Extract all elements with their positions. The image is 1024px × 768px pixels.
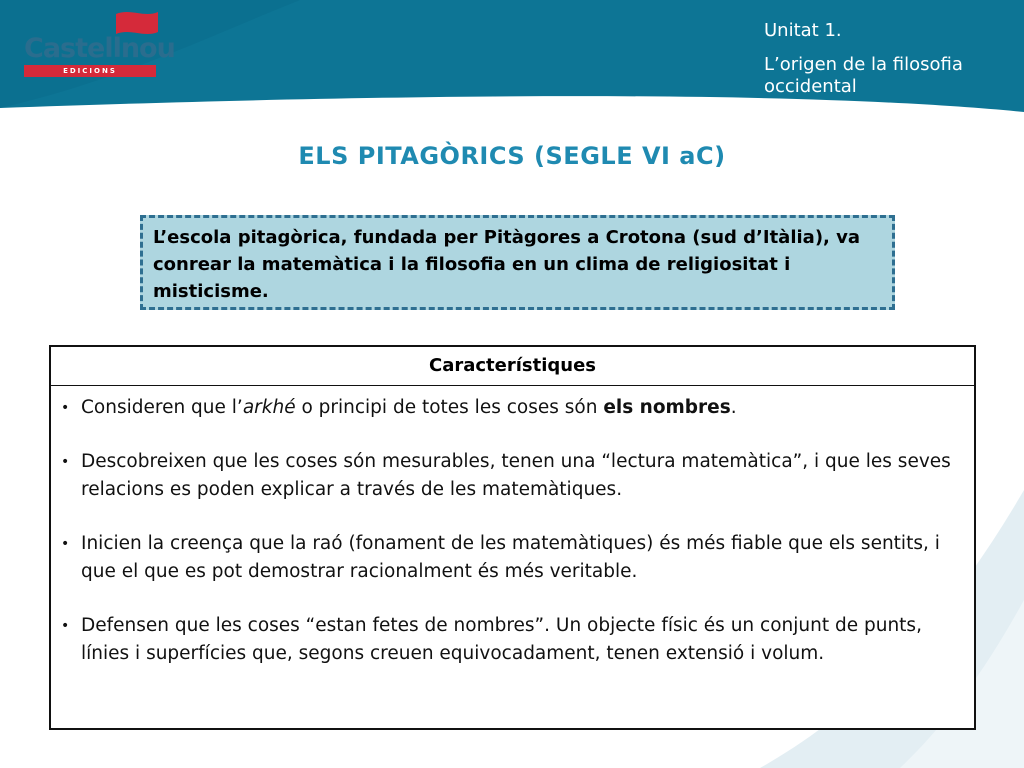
- characteristics-list: [51, 386, 974, 668]
- unit-label: Unitat 1.: [764, 20, 842, 41]
- characteristics-header: Característiques: [51, 347, 974, 386]
- item-text-pre: Consideren que l’: [81, 397, 243, 418]
- item-text: Descobreixen que les coses són mesurables, tenen una “lectura matemàtica”, i que les seves relacions es poden explicar a través de les matemàtiques.: [81, 451, 951, 500]
- bullet-icon: •: [61, 454, 70, 470]
- list-item: [61, 448, 964, 504]
- list-item: [61, 612, 964, 668]
- bullet-icon: •: [61, 618, 70, 634]
- item-text-mid: o principi de totes les coses són: [295, 397, 604, 418]
- list-item: [61, 394, 964, 422]
- bullet-icon: •: [61, 400, 70, 416]
- logo-name: Castellnou: [24, 33, 175, 64]
- logo-subtitle: EDICIONS: [24, 65, 156, 77]
- unit-title: L’origen de la filosofia occidental: [764, 54, 963, 97]
- bullet-icon: •: [61, 536, 70, 552]
- item-text: Inicien la creença que la raó (fonament de les matemàtiques) és més fiable que els sentits, i que el que es pot demostrar racionalment és més veritable.: [81, 533, 940, 582]
- item-text: Defensen que les coses “estan fetes de nombres”. Un objecte físic és un conjunt de punts, línies i superfícies que, segons creuen equivocadament, tenen extensió i volum.: [81, 615, 922, 664]
- page-title: ELS PITAGÒRICS (SEGLE VI aC): [298, 142, 726, 170]
- castellnou-logo: [22, 10, 175, 78]
- intro-box: L’escola pitagòrica, fundada per Pitàgores a Crotona (sud d’Itàlia), va conrear la matemàtica i la filosofia en un clima de religiositat i misticisme.: [140, 215, 895, 310]
- item-term-arkhe: arkhé: [242, 397, 296, 418]
- unit-heading: [764, 20, 1014, 98]
- item-strong-nombres: els nombres: [603, 397, 731, 418]
- list-item: [61, 530, 964, 586]
- item-text-post: .: [730, 397, 737, 418]
- characteristics-table: [49, 345, 976, 730]
